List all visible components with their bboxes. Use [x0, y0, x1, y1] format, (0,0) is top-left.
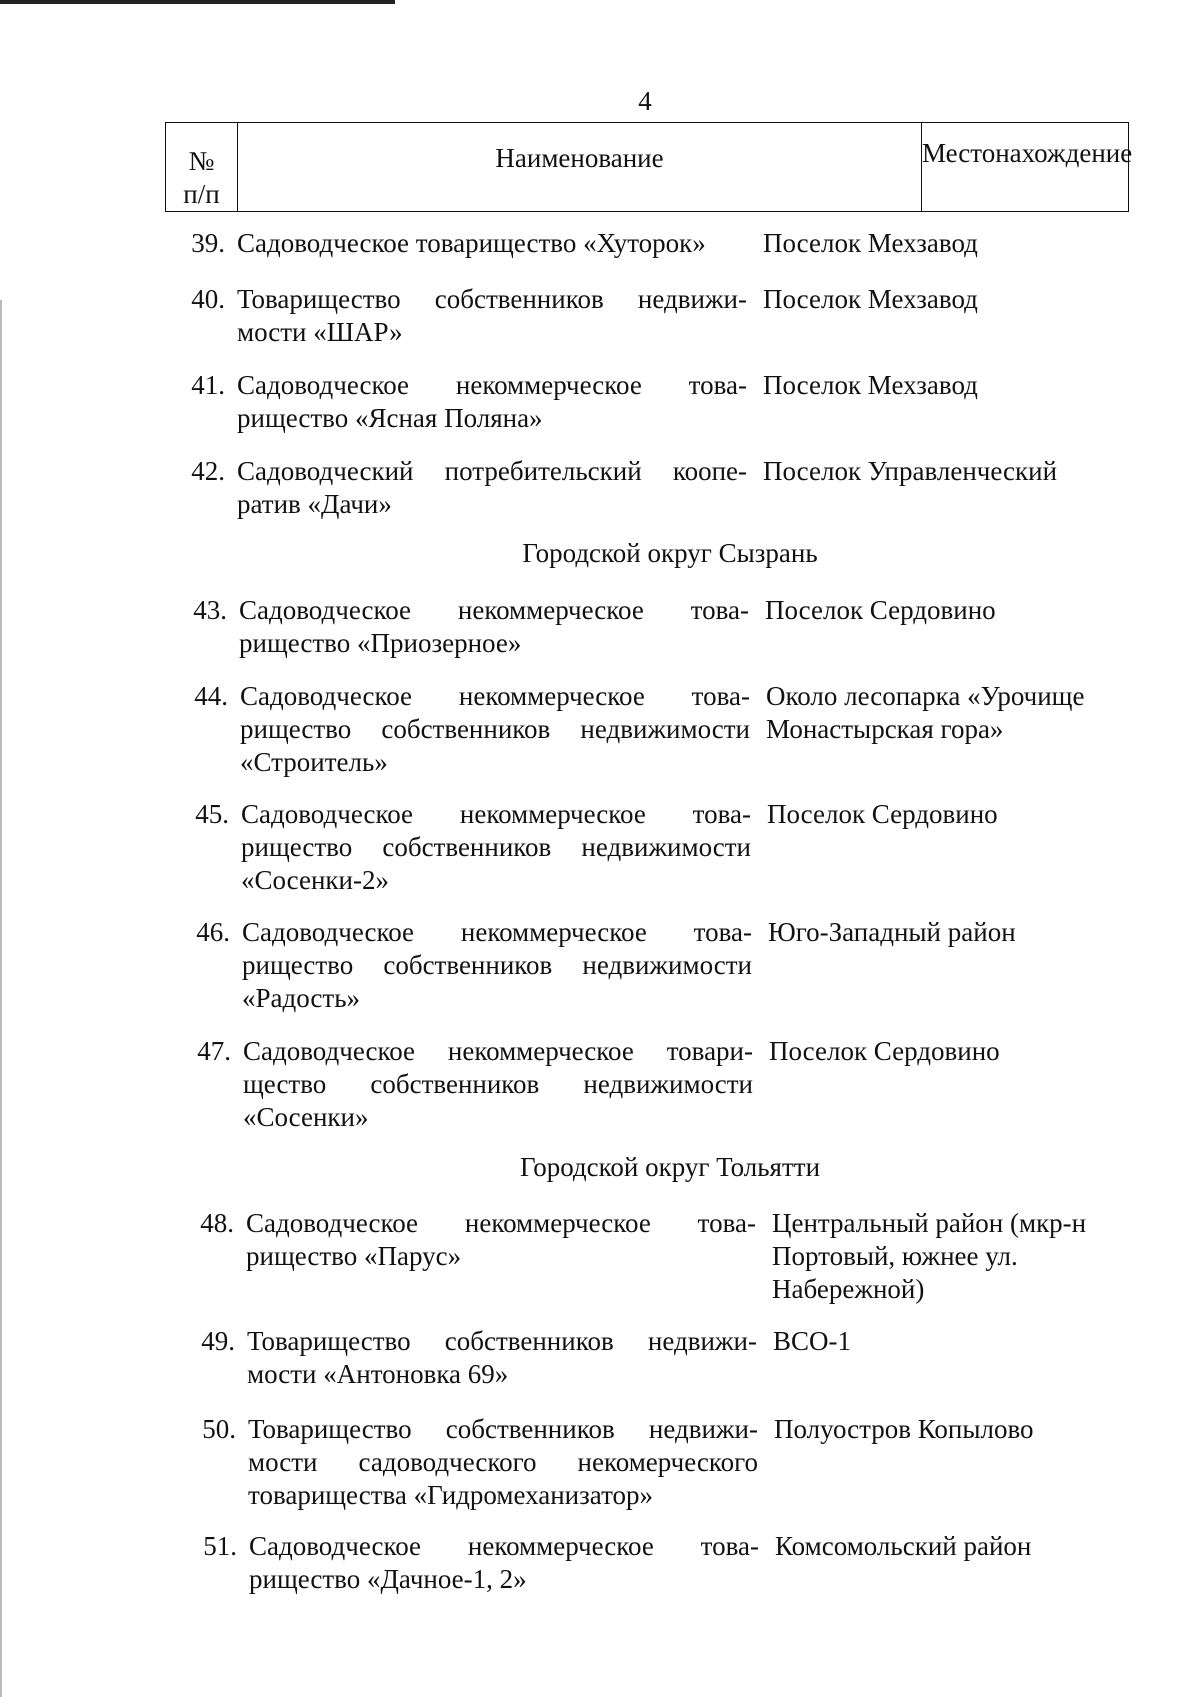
row-number: 48.: [200, 1208, 234, 1238]
row-number: 42.: [191, 456, 225, 486]
row-location: Около лесопарка «Урочище Монастырская гора»: [766, 681, 1085, 744]
row-number: 39.: [191, 228, 225, 258]
row-name: Садоводческое некоммерческое това- рищество «Парус»: [246, 1208, 756, 1271]
row-location: Поселок Сердовино: [767, 799, 998, 829]
row-number: 41.: [191, 370, 225, 400]
row-name: Садоводческое некоммерческое това- рищество собственников недвижимости «Сосенки-2»: [241, 799, 751, 895]
row-name: Товарищество собственников недвижи- мости «Антоновка 69»: [247, 1326, 757, 1389]
page-number: 4: [638, 86, 652, 116]
row-number: 46.: [196, 917, 230, 947]
row-number: 51.: [203, 1531, 237, 1561]
header-number-symbol: №: [188, 146, 215, 176]
row-location: ВСО-1: [773, 1326, 852, 1356]
row-location: Поселок Сердовино: [769, 1036, 1000, 1066]
header-name-column: Наименование: [238, 123, 922, 211]
row-location: Полуостров Копылово: [774, 1414, 1034, 1444]
row-name: Садоводческое некоммерческое това- рищество собственников недвижимости «Радость»: [242, 917, 752, 1013]
row-name: Садоводческое некоммерческое това- рищество «Дачное-1, 2»: [249, 1531, 759, 1594]
row-location: Комсомольский район: [775, 1531, 1032, 1561]
header-location-column: Местонахождение: [922, 138, 1133, 168]
row-name: Садоводческий потребительский коопе- ратив «Дачи»: [237, 456, 747, 519]
row-location: Поселок Мехзавод: [763, 228, 978, 258]
row-number: 47.: [197, 1036, 231, 1066]
row-name: Садоводческое некоммерческое това- рищество «Ясная Поляна»: [237, 370, 747, 433]
row-location: Поселок Мехзавод: [763, 370, 978, 400]
row-location: Поселок Управленческий: [763, 456, 1058, 486]
row-number: 43.: [193, 595, 227, 625]
row-name: Садоводческое некоммерческое товари- щество собственников недвижимости «Сосенки»: [243, 1036, 753, 1132]
row-number: 49.: [201, 1326, 235, 1356]
row-location: Поселок Сердовино: [765, 595, 996, 625]
table-header: [165, 122, 1133, 212]
section-title: Городской округ Тольятти: [519, 1152, 821, 1182]
row-number: 44.: [194, 681, 228, 711]
row-location: Поселок Мехзавод: [763, 284, 978, 314]
header-number-column: [166, 123, 238, 211]
scan-edge-top: [0, 0, 395, 4]
row-name: Товарищество собственников недвижи- мости садоводческого некомерческого товарищества «Гидромеханизатор»: [248, 1414, 758, 1510]
row-number: 40.: [191, 284, 225, 314]
row-location: Юго-Западный район: [768, 917, 1016, 947]
row-name: Товарищество собственников недвижи- мости «ШАР»: [237, 284, 747, 347]
row-name: Садоводческое товарищество «Хуторок»: [237, 228, 706, 258]
row-number: 45.: [195, 799, 229, 829]
row-name: Садоводческое некоммерческое това- рищество собственников недвижимости «Строитель»: [240, 681, 750, 777]
section-title: Городской округ Сызрань: [522, 538, 818, 568]
row-location: Центральный район (мкр-н Портовый, южнее ул. Набережной): [772, 1208, 1087, 1304]
row-name: Садоводческое некоммерческое това- рищество «Приозерное»: [239, 595, 749, 658]
scan-edge-left: [0, 300, 2, 1697]
header-number-abbrev: п/п: [183, 179, 220, 209]
row-number: 50.: [202, 1414, 236, 1444]
